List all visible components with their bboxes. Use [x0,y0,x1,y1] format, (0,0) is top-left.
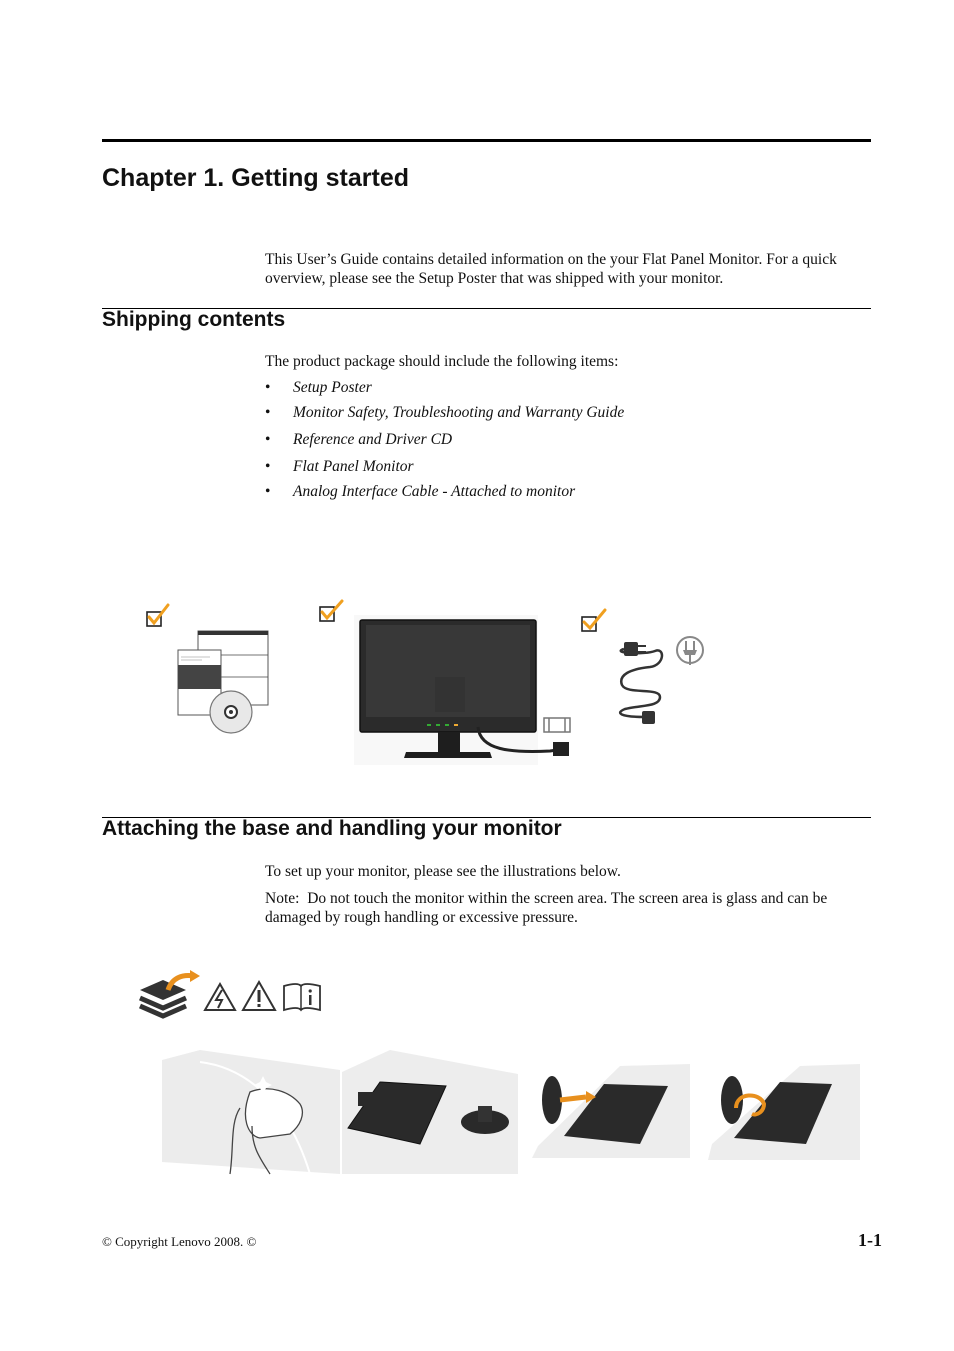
caution-icon [243,982,275,1010]
shipping-heading: Shipping contents [102,308,286,331]
electric-hazard-icon [205,984,235,1010]
chapter-intro: This User’s Guide contains detailed information on the your Flat Panel Monitor. For a quick overview, please see the Setup Poster that was shipped with your monitor. [265,251,837,287]
chapter-top-rule [102,139,871,142]
list-item: • Monitor Safety, Troubleshooting and Warranty Guide [265,404,625,421]
list-item-label: Analog Interface Cable - Attached to monitor [293,483,576,500]
shipping-lead: The product package should include the following items: [265,353,619,370]
assembly-steps-illustration [160,1048,862,1176]
monitor-and-stand-step [342,1050,518,1174]
note-text: Do not touch the monitor within the screen area. The screen area is glass and can be damaged by rough handling or excessive pressure. [265,890,828,926]
read-manual-icon [284,984,320,1010]
list-item-label: Setup Poster [293,379,372,396]
list-item: • Setup Poster [265,379,372,396]
note-label: Note: [265,890,300,907]
cd-icon [210,691,252,733]
page-number: 1-1 [858,1230,882,1250]
secure-base-step [708,1064,860,1160]
attach-base-step [532,1064,690,1158]
power-cable-icon [620,642,662,724]
power-outlet-icon [677,637,703,665]
list-item-label: Monitor Safety, Troubleshooting and Warranty Guide [293,404,625,421]
checkmark-icon [582,610,605,631]
monitor-icon [354,615,570,765]
list-item-label: Reference and Driver CD [293,431,453,448]
list-item: • Analog Interface Cable - Attached to monitor [265,483,576,500]
shipping-contents-illustration [140,595,740,775]
chapter-title: Chapter 1. Getting started [102,164,409,192]
note-paragraph [265,889,865,927]
open-box-icon [140,970,200,1016]
checkmark-icon [147,605,168,626]
copyright-text: © Copyright Lenovo 2008. © [102,1234,257,1249]
warning-icons-row [138,970,328,1026]
checkmark-icon [320,601,342,621]
attaching-lead: To set up your monitor, please see the illustrations below. [265,863,621,880]
wipe-screen-step [162,1050,340,1174]
list-item: • Flat Panel Monitor [265,458,414,475]
attaching-heading: Attaching the base and handling your monitor [102,817,562,840]
list-item: • Reference and Driver CD [265,431,453,448]
list-item-label: Flat Panel Monitor [293,458,414,475]
